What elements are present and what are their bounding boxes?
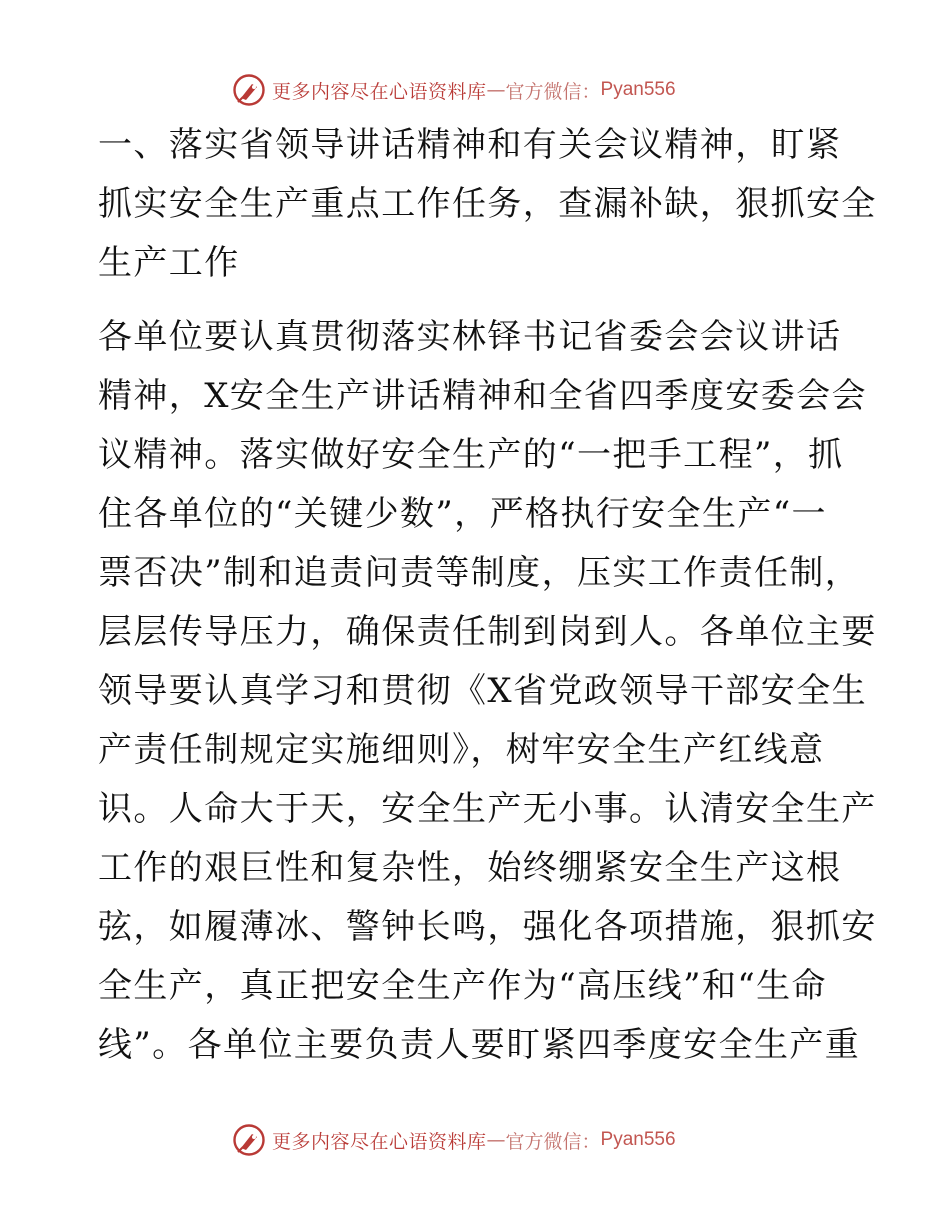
watermark-dash: — [486, 1129, 506, 1151]
watermark-dash: — [486, 79, 506, 101]
section-heading-line: 抓实安全生产重点工作任务，查漏补缺，狠抓安全 [98, 184, 877, 224]
section-heading-line: 一、落实省领导讲话精神和有关会议精神，盯紧 [98, 125, 842, 165]
watermark-text: 更多内容尽在心语资料库 [272, 1130, 487, 1153]
watermark-wechat-id: Pyan556 [600, 79, 676, 100]
watermark-wechat-label: 官方微信： [505, 80, 601, 103]
paragraph-line: 精神，X安全生产讲话精神和全省四季度安委会会 [98, 376, 868, 416]
paragraph-line: 各单位要认真贯彻落实林铎书记省委会会议讲话 [98, 317, 842, 357]
watermark-header [232, 73, 676, 107]
watermark-footer [232, 1123, 676, 1157]
paragraph-line: 层层传导压力，确保责任制到岗到人。各单位主要 [98, 612, 877, 652]
pen-nib-seal-icon [232, 1123, 266, 1157]
pen-nib-seal-icon [232, 73, 266, 107]
section-heading-line: 生产工作 [98, 243, 240, 283]
paragraph-line: 票否决”制和追责问责等制度，压实工作责任制， [98, 553, 861, 593]
paragraph-line: 识。人命大于天，安全生产无小事。认清安全生产 [98, 789, 877, 829]
watermark-wechat-label: 官方微信： [505, 1130, 601, 1153]
paragraph-line: 弦，如履薄冰、警钟长鸣，强化各项措施，狠抓安 [98, 907, 877, 947]
paragraph-line: 产责任制规定实施细则》，树牢安全生产红线意 [98, 730, 825, 770]
paragraph-line: 全生产，真正把安全生产作为“高压线”和“生命 [98, 966, 827, 1006]
paragraph-line: 线”。各单位主要负责人要盯紧四季度安全生产重 [98, 1025, 861, 1065]
paragraph-line: 工作的艰巨性和复杂性，始终绷紧安全生产这根 [98, 848, 842, 888]
watermark-wechat-id: Pyan556 [600, 1129, 676, 1150]
paragraph-line: 议精神。落实做好安全生产的“一把手工程”，抓 [98, 435, 844, 475]
watermark-text: 更多内容尽在心语资料库 [272, 80, 487, 103]
paragraph-line: 住各单位的“关键少数”，严格执行安全生产“一 [98, 494, 827, 534]
paragraph-line: 领导要认真学习和贯彻《X省党政领导干部安全生 [98, 671, 868, 711]
